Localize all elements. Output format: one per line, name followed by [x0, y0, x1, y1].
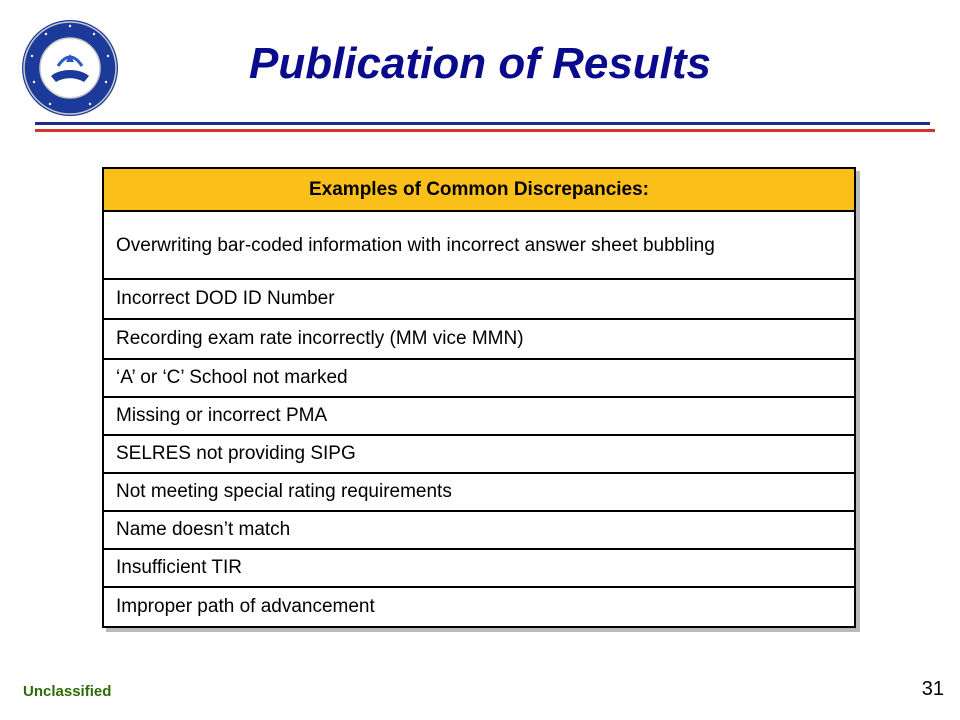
- title-divider-red: [35, 129, 935, 132]
- table-row: Improper path of advancement: [116, 596, 375, 617]
- page-number: 31: [921, 678, 944, 700]
- table-row: Name doesn’t match: [104, 512, 854, 550]
- table-row: Insufficient TIR: [104, 550, 854, 588]
- table-row: Overwriting bar-coded information with incorrect answer sheet bubbling: [104, 212, 854, 280]
- table-row: Recording exam rate incorrectly (MM vice MMN): [104, 320, 854, 360]
- discrepancies-table: [102, 167, 856, 628]
- table-row: Missing or incorrect PMA: [104, 398, 854, 436]
- classification-label: Unclassified: [23, 683, 112, 700]
- slide-title: Publication of Results: [248, 39, 712, 88]
- table-header: Examples of Common Discrepancies:: [104, 169, 854, 212]
- title-divider-blue: [35, 122, 930, 125]
- table-row: ‘A’ or ‘C’ School not marked: [104, 360, 854, 398]
- table-row: Not meeting special rating requirements: [104, 474, 854, 512]
- table-row: Incorrect DOD ID Number: [104, 280, 854, 320]
- table-row: SELRES not providing SIPG: [104, 436, 854, 474]
